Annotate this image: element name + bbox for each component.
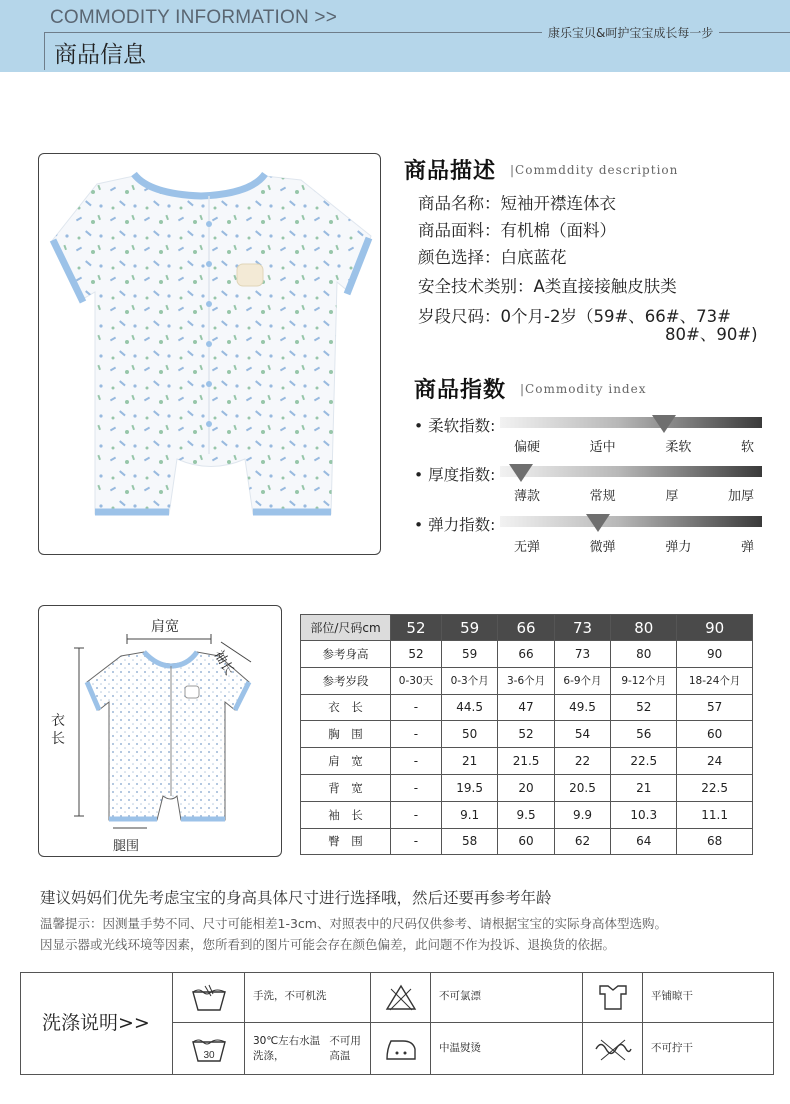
table-cell: 90 [677,641,753,668]
table-cell: 47 [498,694,554,721]
product-size-range-cont: 80#、90#) [665,325,758,344]
index-subtitle: |Commodity index [520,382,647,396]
table-cell: 6-9个月 [554,667,610,694]
tick: 厚 [665,489,679,504]
description-subtitle: |Commddity description [510,163,679,177]
table-cell: 9.5 [498,801,554,828]
table-cell: 21.5 [498,748,554,775]
flat-dry-text: 平铺晾干 [642,972,774,1023]
table-cell: 3-6个月 [498,667,554,694]
row-label: 参考身高 [301,641,391,668]
table-cell: 0-3个月 [441,667,497,694]
tick: 薄款 [514,489,541,504]
iron-text: 中温熨烫 [430,1023,582,1075]
product-name: 商品名称：短袖开襟连体衣 [418,194,616,213]
thickness-label-text: 厚度指数: [428,466,496,484]
table-cell: 58 [441,828,497,855]
elasticity-bar [500,516,762,527]
table-cell: 56 [611,721,677,748]
thickness-label: • 厚度指数: [414,466,496,484]
hand-wash-text: 手洗，不可机洗 [244,972,370,1023]
notice-color: 因显示器或光线环境等因素，您所看到的图片可能会存在颜色偏差，此问题不作为投诉、退换货的依据。 [40,937,616,952]
elasticity-marker [586,514,610,532]
softness-ticks [500,436,762,455]
table-cell: 52 [391,641,442,668]
elasticity-label-text: 弹力指数: [428,516,496,534]
table-cell: 52 [611,694,677,721]
tick: 微弹 [589,540,616,555]
table-cell: 22.5 [611,748,677,775]
table-row [301,828,753,855]
table-cell: 60 [498,828,554,855]
table-cell: 54 [554,721,610,748]
softness-label: • 柔软指数: [414,417,496,435]
table-cell: 10.3 [611,801,677,828]
wash-30-icon [172,1023,244,1075]
table-cell: - [391,828,442,855]
table-row [301,721,753,748]
table-cell: 66 [498,641,554,668]
softness-bar [500,417,762,428]
tick: 无弹 [514,540,541,555]
header-title-cn: 商品信息 [54,42,146,68]
table-cell: 52 [498,721,554,748]
table-row [301,774,753,801]
product-size-range: 岁段尺码：0个月-2岁（59#、66#、73# [418,307,731,326]
size-heading: 80 [611,615,677,641]
table-cell: 80 [611,641,677,668]
table-cell: 62 [554,828,610,855]
table-cell: 64 [611,828,677,855]
no-wring-text: 不可拧干 [642,1023,774,1075]
row-label: 胸 围 [301,721,391,748]
table-cell: 9.9 [554,801,610,828]
no-bleach-icon [370,972,430,1023]
sizing-advice: 建议妈妈们优先考虑宝宝的身高具体尺寸进行选择哦，然后还要再参考年龄 [40,889,552,907]
iron-icon [370,1023,430,1075]
wash-temp-number: 30 [202,1050,215,1061]
tick: 适中 [589,440,616,455]
header-title-en: COMMODITY INFORMATION >> [50,7,337,28]
table-row [301,667,753,694]
tick: 偏硬 [514,440,541,455]
product-color: 颜色选择：白底蓝花 [418,248,567,267]
thickness-marker [509,464,533,482]
care-title: 洗涤说明>> [42,1012,150,1034]
table-cell: 24 [677,748,753,775]
table-row [301,801,753,828]
table-cell: 57 [677,694,753,721]
size-heading: 73 [554,615,610,641]
tick: 弹 [740,540,754,555]
table-cell: 11.1 [677,801,753,828]
care-grid [172,972,774,1075]
table-cell: 50 [441,721,497,748]
flat-dry-icon [582,972,642,1023]
table-cell: 9-12个月 [611,667,677,694]
tick: 弹力 [665,540,692,555]
tick: 常规 [589,489,616,504]
product-safety: 安全技术类别：A类直接接触皮肤类 [418,277,677,296]
row-label: 衣 长 [301,694,391,721]
row-label: 肩 宽 [301,748,391,775]
tick: 柔软 [665,440,692,455]
thickness-ticks [500,485,762,504]
table-cell: - [391,748,442,775]
table-cell: 21 [611,774,677,801]
table-cell: 60 [677,721,753,748]
size-heading: 59 [441,615,497,641]
page-header [0,0,790,72]
table-cell: 49.5 [554,694,610,721]
table-cell: 0-30天 [391,667,442,694]
row-label: 袖 长 [301,801,391,828]
length-label: 衣长 [51,713,65,747]
table-cell: 44.5 [441,694,497,721]
table-cell: 22.5 [677,774,753,801]
notice-measurement: 温馨提示：因测量手势不同、尺寸可能相差1-3cm、对照表中的尺码仅供参考、请根据宝宝的实际身高体型选购。 [40,916,667,931]
table-row [301,641,753,668]
no-wring-icon [582,1023,642,1075]
header-divider-vertical [44,32,45,70]
table-cell: - [391,801,442,828]
row-label: 背 宽 [301,774,391,801]
sleeve-label: 袖长 [210,648,237,679]
table-cell: 20.5 [554,774,610,801]
description-title: 商品描述 [404,159,497,184]
table-cell: 18-24个月 [677,667,753,694]
table-cell: 22 [554,748,610,775]
tick: 加厚 [727,489,754,504]
leg-label: 腿围 [113,839,140,854]
wash-temp-line: 不可用高温 [329,1034,361,1062]
softness-label-text: 柔软指数: [428,417,496,435]
table-cell: - [391,721,442,748]
row-label: 参考岁段 [301,667,391,694]
thickness-bar [500,466,762,477]
softness-marker [652,415,676,433]
wash-temp-text [244,1023,370,1075]
table-row [301,694,753,721]
elasticity-ticks [500,536,762,555]
size-heading: 66 [498,615,554,641]
wash-temp-line: 30℃左右水温洗涤， [253,1034,321,1062]
tick: 软 [740,440,754,455]
shoulder-label: 肩宽 [151,619,179,635]
size-chart-header [301,615,753,641]
romper-sketch [39,606,281,856]
table-cell: 20 [498,774,554,801]
romper-photo [39,154,380,554]
elasticity-label: • 弹力指数: [414,516,496,534]
table-cell: - [391,774,442,801]
header-tagline: 康乐宝贝&呵护宝宝成长每一步 [542,24,719,41]
table-cell: 68 [677,828,753,855]
table-cell: 19.5 [441,774,497,801]
table-cell: 9.1 [441,801,497,828]
product-fabric: 商品面料：有机棉（面料） [418,221,616,240]
no-bleach-text: 不可氯漂 [430,972,582,1023]
size-heading: 90 [677,615,753,641]
header-divider [44,32,374,33]
product-photo-frame [38,153,381,555]
hand-wash-icon [172,972,244,1023]
table-cell: 59 [441,641,497,668]
table-cell: 21 [441,748,497,775]
corner-cell: 部位/尺码cm [301,615,391,641]
table-cell: 73 [554,641,610,668]
size-chart-table [300,614,753,855]
table-row [301,748,753,775]
row-label: 臀 围 [301,828,391,855]
index-title: 商品指数 [414,378,507,403]
table-cell: - [391,694,442,721]
measurement-diagram [38,605,282,857]
size-heading: 52 [391,615,442,641]
